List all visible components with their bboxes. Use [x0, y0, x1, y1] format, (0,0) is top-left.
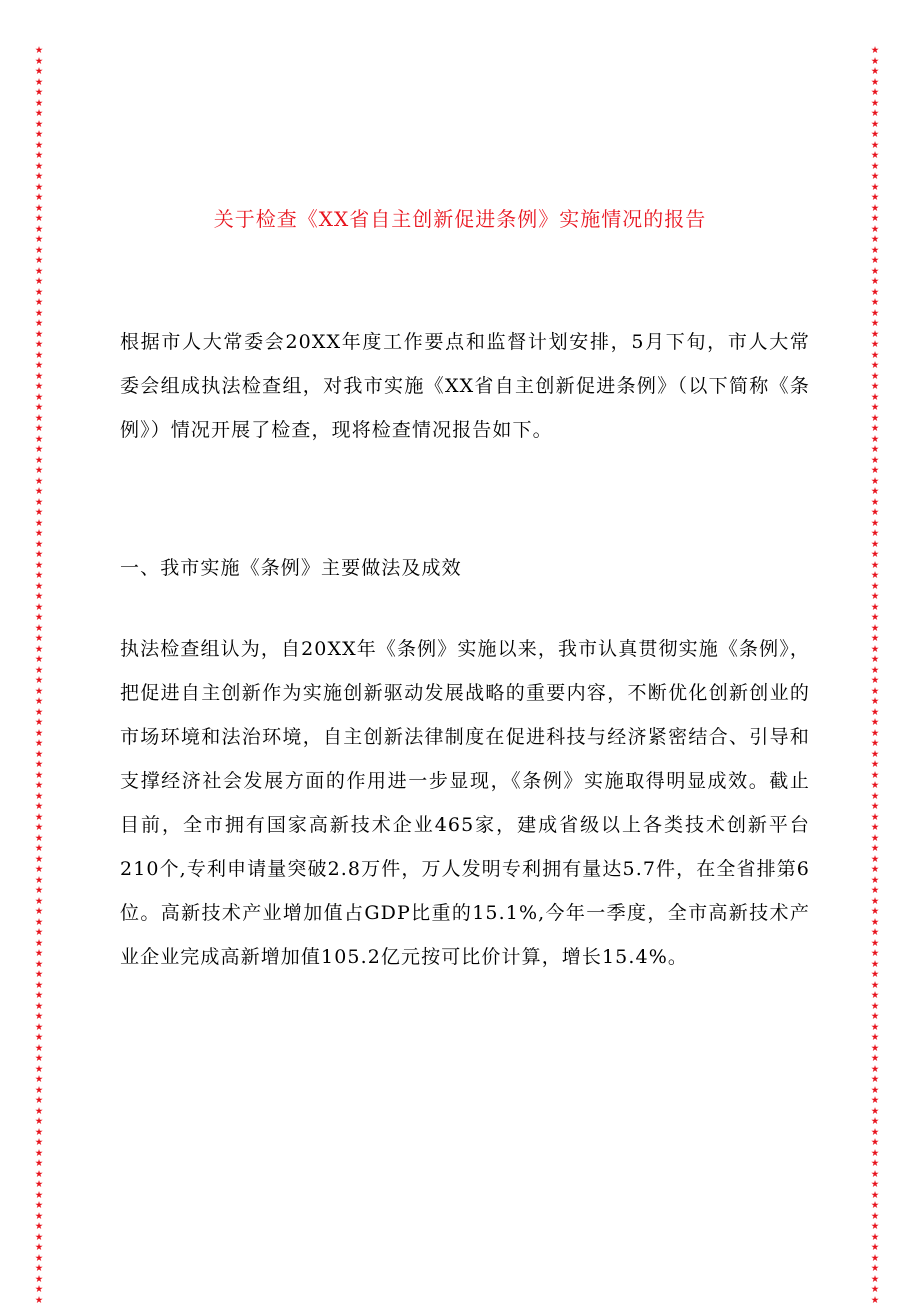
intro-paragraph: 根据市人大常委会20XX年度工作要点和监督计划安排，5月下旬，市人大常委会组成执法检查组，对我市实施《XX省自主创新促进条例》（以下简称《条例》）情况开展了检查，现将检查情况报告如下。	[120, 331, 810, 441]
section-heading: 一、我市实施《条例》主要做法及成效	[120, 557, 462, 579]
right-star-border: ★★★★★★★★★★★★★★★★★★★★★★★★★★★★★★★★★★★★★★★★★★★★★★★★★★★★★★★★★★★★★★★★★★★★★★★★★★★★★★★★★★★★★★★★★★★★★★★★★★★★★★★★★★★★★★★★★★★★★★★★	[870, 45, 880, 1306]
section-body-paragraph: 执法检查组认为，自20XX年《条例》实施以来，我市认真贯彻实施《条例》，把促进自主创新作为实施创新驱动发展战略的重要内容，不断优化创新创业的市场环境和法治环境，自主创新法律制度在促进科技与经济紧密结合、引导和支撑经济社会发展方面的作用进一步显现，《条例》实施取得明显成效。截止目前，全市拥有国家高新技术企业465家，建成省级以上各类技术创新平台210个,专利申请量突破2.8万件，万人发明专利拥有量达5.7件，在全省排第6位。高新技术产业增加值占GDP比重的15.1%,今年一季度，全市高新技术产业企业完成高新增加值105.2亿元按可比价计算，增长15.4%。	[120, 638, 810, 968]
left-star-border: ★★★★★★★★★★★★★★★★★★★★★★★★★★★★★★★★★★★★★★★★★★★★★★★★★★★★★★★★★★★★★★★★★★★★★★★★★★★★★★★★★★★★★★★★★★★★★★★★★★★★★★★★★★★★★★★★★★★★★★★★	[34, 45, 44, 1306]
document-title: 关于检查《XX省自主创新促进条例》实施情况的报告	[213, 207, 707, 231]
